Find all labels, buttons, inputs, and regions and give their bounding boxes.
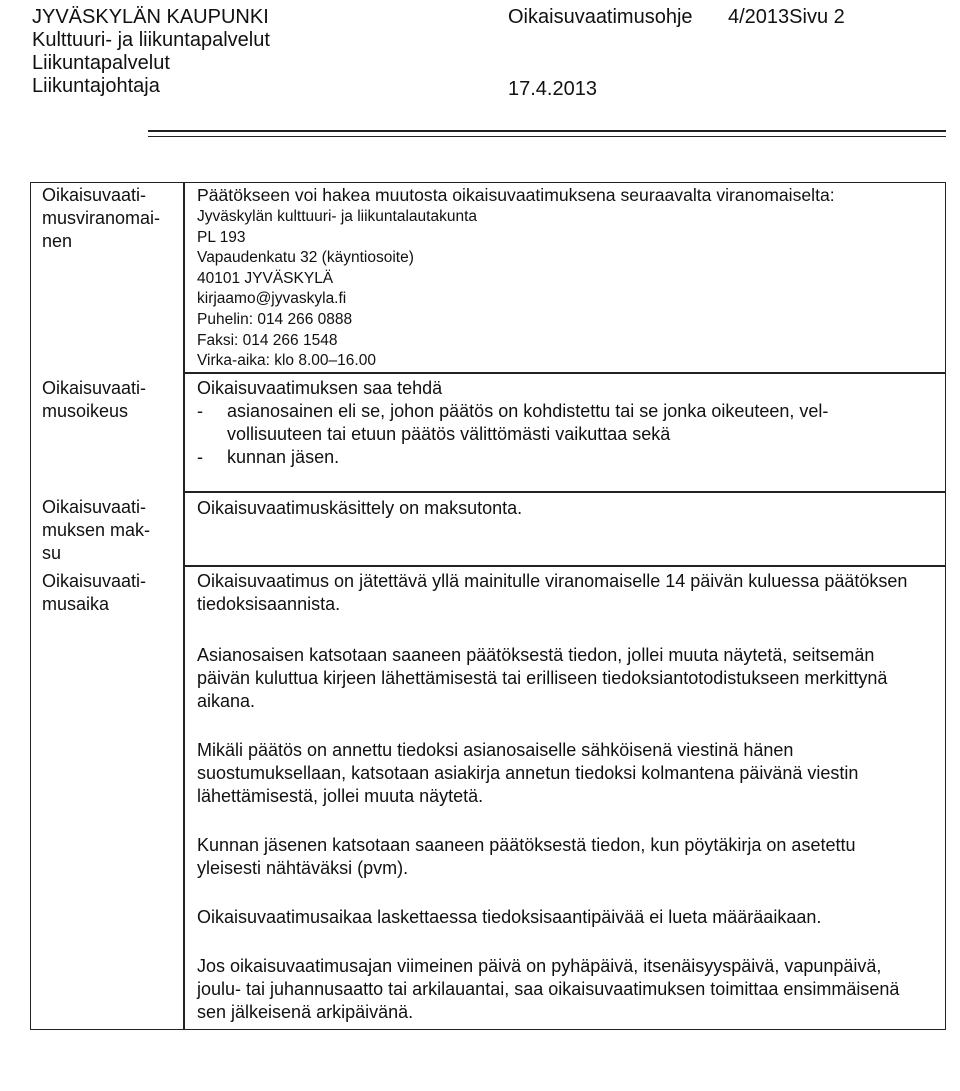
org-department: Kulttuuri- ja liikuntapalvelut <box>32 29 270 51</box>
organization-header <box>32 6 270 98</box>
row-divider <box>183 372 946 374</box>
column-divider <box>183 182 185 1030</box>
document-date: 17.4.2013 <box>508 78 597 100</box>
phone-number: Puhelin: 014 266 0888 <box>197 310 353 328</box>
paragraph: Mikäli päätös on annettu tiedoksi asianosaiselle sähköisenä viestinä hänen suostumuksellaan, katsotaan asiakirja annetun tiedoksi kolmantena päivänä viestin lähettämisestä, jollei muuta näytetä. <box>197 740 859 806</box>
address-line: PL 193 <box>197 228 246 246</box>
paragraph: Asianosaisen katsotaan saaneen päätöksestä tiedon, jollei muuta näytetä, seitsemän päivän kuluttua kirjeen lähettämisestä tai erilliseen tiedoksiantotodistukseen merkittynä aikana. <box>197 645 888 711</box>
document-title: Oikaisuvaatimusohje <box>508 6 693 28</box>
fee-text: Oikaisuvaatimuskäsittely on maksutonta. <box>197 498 523 518</box>
paragraph: Jos oikaisuvaatimusajan viimeinen päivä on pyhäpäivä, itsenäisyyspäivä, vapunpäivä, joulu- tai juhannusaatto tai arkilauantai, saa oikaisuvaatimuksen toimittaa ensimmäisenä sen jälkeisenä arkipäivänä. <box>197 956 900 1022</box>
address-line: Jyväskylän kulttuuri- ja liikuntalautakunta <box>197 208 477 225</box>
paragraph: Oikaisuvaatimus on jätettävä yllä mainitulle viranomaiselle 14 päivän kuluessa päätöksen tiedoksisaannista. <box>197 571 908 614</box>
right-cell <box>197 377 937 469</box>
list-item: - kunnan jäsen. <box>197 446 937 469</box>
fax-number: Faksi: 014 266 1548 <box>197 331 338 349</box>
label-oikaisuvaatimusoikeus: Oikaisuvaati- musoikeus <box>42 378 147 421</box>
office-hours: Virka-aika: klo 8.00–16.00 <box>197 352 376 370</box>
label-oikaisuvaatimusviranomainen: Oikaisuvaati- musviranomai- nen <box>42 185 161 251</box>
deadline-cell <box>197 570 937 1040</box>
org-unit: Liikuntapalvelut <box>32 52 170 74</box>
address-line: 40101 JYVÄSKYLÄ <box>197 269 334 287</box>
right-intro: Oikaisuvaatimuksen saa tehdä <box>197 378 443 398</box>
row-divider <box>183 491 946 493</box>
authority-cell <box>197 184 937 372</box>
list-item-text: kunnan jäsen. <box>227 447 340 467</box>
label-oikaisuvaatimuksen-maksu: Oikaisuvaati- muksen mak- su <box>42 497 151 563</box>
paragraph: Kunnan jäsenen katsotaan saaneen päätöksestä tiedon, kun pöytäkirja on asetettu yleisesti nähtäväksi (pvm). <box>197 835 856 878</box>
org-role: Liikuntajohtaja <box>32 75 160 97</box>
page-info: 4/2013Sivu 2 <box>728 6 845 28</box>
label-oikaisuvaatimusaika: Oikaisuvaati- musaika <box>42 571 147 614</box>
list-item-text: asianosainen eli se, johon päätös on kohdistettu tai se jonka oikeuteen, vel- vollisuuteen tai etuun päätös välittömästi vaikuttaa sekä <box>227 401 829 444</box>
paragraph: Oikaisuvaatimusaikaa laskettaessa tiedoksisaantipäivää ei lueta määräaikaan. <box>197 907 822 927</box>
header-rule-thin <box>148 136 946 137</box>
row-divider <box>183 565 946 567</box>
authority-address <box>197 207 937 372</box>
address-line: Vapaudenkatu 32 (käyntiosoite) <box>197 249 414 267</box>
org-name: JYVÄSKYLÄN KAUPUNKI <box>32 6 269 28</box>
authority-intro: Päätökseen voi hakea muutosta oikaisuvaatimuksena seuraavalta viranomaiselta: <box>197 185 835 205</box>
list-item: - asianosainen eli se, johon päätös on kohdistettu tai se jonka oikeuteen, vel- vollisuuteen tai etuun päätös välittömästi vaikuttaa sekä <box>197 400 937 446</box>
header-rule <box>148 130 946 132</box>
email-address: kirjaamo@jyvaskyla.fi <box>197 290 347 308</box>
